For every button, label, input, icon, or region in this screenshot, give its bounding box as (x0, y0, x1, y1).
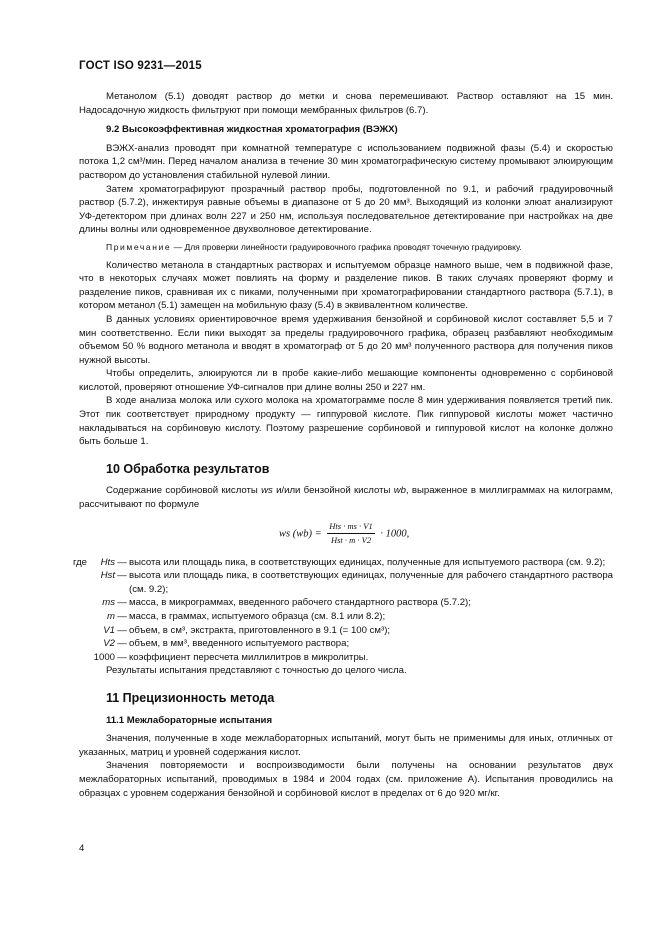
page-number: 4 (79, 843, 85, 854)
definition-item: V1 — объем, в см³, экстракта, приготовленного в 9.1 (= 100 см³); (79, 624, 613, 638)
definition-symbol: m (107, 611, 115, 622)
formula-fraction (327, 520, 374, 548)
section-11-heading: 11 Прецизионность метода (106, 690, 275, 705)
symbol-wb: wb (393, 485, 406, 497)
definition-symbol: V1 (103, 624, 115, 636)
formula (79, 518, 613, 548)
formula-lhs: ws (wb) = (279, 528, 322, 540)
paragraph-results: Результаты испытания представляют с точностью до целого числа. (106, 665, 407, 677)
definition-item: m — масса, в граммах, испытуемого образца (см. 8.1 или 8.2); (79, 610, 613, 624)
section-11-1-heading: 11.1 Межлабораторные испытания (106, 714, 273, 726)
definition-item: Hst — высота или площадь пика, в соответствующих единицах, полученные для рабочего стандартного раствора (см. 9.2); (79, 569, 613, 596)
paragraph-interlab-1: Значения, полученные в ходе межлабораторных испытаний, могут быть не применимы для иных, отличных от указанных, матриц и уровней содержания кислот. (79, 733, 613, 758)
formula-denominator: Hst · m · V2 (330, 535, 372, 546)
paragraph-hplc-2: Затем хроматографируют прозрачный раствор пробы, подготовленной по 9.1, и рабочий градуировочный раствор (5.7.2), инжектируя равные объемы в диапазоне от 5 до 20 мм³. Выходящий из колонки элюат анализируют УФ-детектором при длинах волн 227 и 250 нм, используя последовательное детектирование при настройках на две длины волны или одновременное двухволновое детектирование. (79, 183, 613, 236)
definitions-list (73, 556, 613, 665)
definition-text: объем, в мм³, введенного испытуемого раствора; (129, 638, 350, 650)
definition-item: 1000 — коэффициент пересчета миллилитров в микролитры. (79, 651, 613, 665)
page-header: ГОСТ ISO 9231—2015 (79, 60, 202, 72)
paragraph-content: Содержание сорбиновой кислоты ws и/или бензойной кислоты wb, выраженное в миллиграммах на килограмм, рассчитывают по формуле (79, 485, 613, 511)
paragraph-milk: В ходе анализа молока или сухого молока на хроматограмме после 8 мин удерживания появляется третий пик. Этот пик соответствует природному продукту — гиппуровой кислоте. Пик гиппуровой кислоты может частично накладываться на сорбиновую кислоту. Поэтому разрешение сорбиновой и гиппуровой кислот на колонке должно быть больше 1. (79, 395, 613, 448)
definition-text: масса, в микрограммах, введенного рабочего стандартного раствора (5.7.2); (129, 597, 471, 609)
definition-item: где Hts — высота или площадь пика, в соответствующих единицах, полученные для испытуемого раствора (см. 9.2); (79, 556, 613, 570)
definition-text: коэффициент пересчета миллилитров в микролитры. (129, 651, 369, 663)
formula-rhs: · 1000, (380, 528, 410, 540)
note (79, 241, 613, 255)
paragraph-interlab-2: Значения повторяемости и воспроизводимости были получены на основании результатов двух межлабораторных испытаний, проводимых в 1984 и 2004 годах (см. приложение A). Испытания проводились на образцах с уровнем содержания бензойной и сорбиновой кислот в пределах от 6 до 920 мг/кг. (79, 760, 613, 799)
formula-numerator: Hts · ms · V1 (327, 520, 374, 535)
definition-text: высота или площадь пика, в соответствующих единицах, полученные для испытуемого раствора (см. 9.2); (129, 556, 606, 568)
page-content (73, 90, 613, 800)
note-label: Примечание (106, 241, 172, 252)
where-word: где (73, 556, 88, 568)
definition-item: V2 — объем, в мм³, введенного испытуемого раствора; (79, 637, 613, 651)
definition-symbol: Hst (100, 570, 115, 582)
section-10-heading: 10 Обработка результатов (106, 461, 270, 476)
definition-item: ms — масса, в микрограммах, введенного рабочего стандартного раствора (5.7.2); (79, 596, 613, 610)
note-text: — Для проверки линейности градуировочного графика проводят точечную градуировку. (173, 241, 522, 252)
definition-symbol: 1000 (93, 651, 115, 663)
definition-text: объем, в см³, экстракта, приготовленного в 9.1 (= 100 см³); (129, 624, 391, 636)
definition-symbol: ms (102, 597, 115, 609)
paragraph-methanol: Метанолом (5.1) доводят раствор до метки и снова перемешивают. Раствор оставляют на 15 мин. Надосадочную жидкость фильтруют при помощи мембранных фильтров (6.7). (79, 91, 613, 116)
definition-symbol: V2 (103, 638, 115, 650)
paragraph-interference: Чтобы определить, элюируются ли в пробе какие-либо мешающие компоненты одновременно с сорбиновой кислотой, проверяют отношение УФ-сигналов при длине волны 250 и 227 нм. (79, 368, 613, 393)
definition-symbol: Hts (100, 556, 115, 568)
definition-text: высота или площадь пика, в соответствующих единицах, полученные для рабочего стандартного раствора (см. 9.2); (129, 570, 613, 595)
symbol-ws: ws (261, 485, 273, 497)
paragraph-hplc-1: ВЭЖХ-анализ проводят при комнатной температуре с использованием подвижной фазы (5.4) и скоростью потока 1,2 см³/мин. Перед началом анализа в течение 30 мин хроматографическую систему промывают элюирующим раствором до установления стабильной нулевой линии. (79, 142, 613, 181)
section-9-2-heading: 9.2 Высокоэффективная жидкостная хроматография (ВЭЖХ) (106, 124, 398, 136)
paragraph-retention: В данных условиях ориентировочное время удерживания бензойной и сорбиновой кислот составляет 5,5 и 7 мин соответственно. Если пики выходят за пределы градуировочного графика, образец разбавляют необходимым объемом 50 % водного метанола и вводят в хроматограф от 5 до 20 мм³ полученного раствора для получения пиков нужной высоты. (79, 313, 613, 366)
paragraph-methanol-quantity: Количество метанола в стандартных растворах и испытуемом образце намного выше, чем в подвижной фазе, что в некоторых случаях может повлиять на форму и разделение пиков. В таких случаях проверяют форму и разделение пиков, сравнивая их с пиками, полученными при хроматографировании стандартного раствора (5.7.1), в котором метанол (5.1) замещен на мобильную фазу (5.4) в эквивалентном количестве. (79, 259, 613, 312)
definition-text: масса, в граммах, испытуемого образца (см. 8.1 или 8.2); (129, 611, 386, 622)
